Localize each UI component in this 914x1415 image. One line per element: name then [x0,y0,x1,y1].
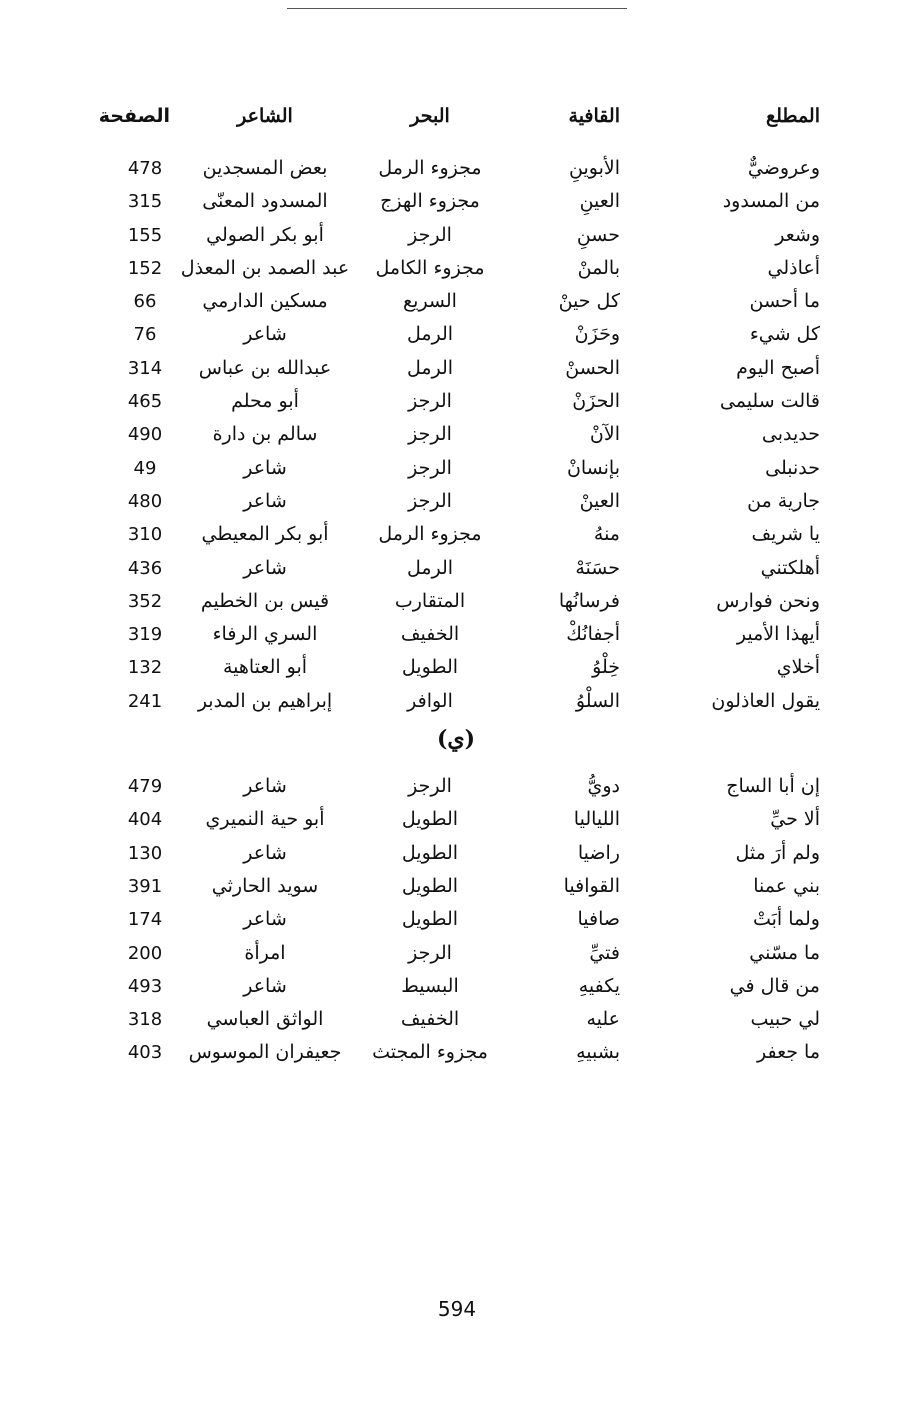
header-shaer: الشاعر [237,105,293,127]
cell-qafia: العينِ [579,190,620,213]
cell-matla: ألا حيِّ [770,808,820,831]
cell-shaer: شاعر [243,775,287,798]
cell-bahr: مجزوء الكامل [375,256,485,279]
cell-matla: حدنبلى [765,456,820,479]
cell-bahr: الرجز [408,941,452,964]
cell-page: 352 [127,590,163,612]
cell-bahr: الطويل [401,841,459,864]
cell-bahr: الرجز [408,489,452,512]
cell-matla: أصبح اليوم [736,356,820,379]
cell-qafia: العينْ [579,489,620,512]
cell-page: 314 [127,357,163,379]
cell-page: 479 [127,776,163,798]
table-row [60,485,820,518]
cell-qafia: فرسانُها [558,589,620,612]
cell-shaer: السري الرفاء [212,623,318,646]
cell-matla: ما جعفر [756,1041,820,1064]
table-row [60,418,820,451]
cell-matla: قالت سليمى [719,390,820,413]
cell-qafia: حسَنَهْ [575,556,620,579]
table-row [60,803,820,836]
top-rule [287,8,627,9]
cell-shaer: شاعر [243,841,287,864]
section-label: (ي) [436,726,475,753]
cell-page: 478 [127,158,163,179]
cell-matla: وعروضيٌّ [747,157,820,179]
table-row [60,770,820,803]
cell-qafia: الآنْ [589,423,620,446]
cell-qafia: فتيِّ [589,941,620,964]
table-row [60,903,820,936]
table-row [60,252,820,285]
table-header [60,100,820,140]
cell-matla: لي حبيب [750,1008,820,1031]
cell-shaer: أبو حية النميري [205,808,325,831]
cell-matla: حديدبى [761,423,820,446]
cell-shaer: شاعر [243,456,287,479]
cell-bahr: الرمل [406,556,454,579]
cell-bahr: الرجز [408,423,452,446]
cell-bahr: الطويل [401,656,459,679]
cell-page: 403 [127,1042,163,1064]
table-row [60,685,820,718]
cell-bahr: الطويل [401,908,459,931]
cell-qafia: بشبيهِ [576,1041,620,1064]
cell-bahr: الرجز [408,456,452,479]
cell-shaer: الواثق العباسي [206,1008,324,1031]
cell-page: 132 [127,657,163,679]
cell-shaer: المسدود المعنّى [202,190,328,213]
cell-bahr: الرمل [406,323,454,346]
cell-shaer: امرأة [244,941,286,964]
cell-matla: يقول العاذلون [711,689,820,712]
table-row [60,1036,820,1069]
table-row [60,152,820,185]
cell-shaer: مسكين الدارمي [202,290,328,313]
cell-bahr: الخفيف [400,623,460,646]
page-number: 594 [437,1297,477,1321]
table-row [60,651,820,684]
table-row [60,518,820,551]
cell-page: 49 [133,457,157,479]
cell-qafia: منهُ [593,523,620,546]
cell-qafia: الحزَنْ [572,390,620,413]
cell-bahr: الرجز [408,390,452,413]
cell-shaer: عبد الصمد بن المعذل [180,256,350,279]
cell-page: 130 [127,842,163,864]
cell-page: 310 [127,524,163,546]
cell-bahr: البسيط [401,974,459,997]
cell-matla: من المسدود [722,190,820,213]
table-row [60,452,820,485]
cell-shaer: قيس بن الخطيم [200,589,330,612]
cell-qafia: القوافيا [563,874,620,897]
cell-page: 241 [127,690,163,712]
cell-page: 436 [127,557,163,579]
table-row [60,385,820,418]
cell-matla: يا شريف [751,523,820,546]
cell-qafia: اللياليا [573,808,620,831]
cell-bahr: مجزوء الرمل [378,157,482,179]
table-row [60,870,820,903]
cell-page: 493 [127,975,163,997]
cell-qafia: بالمنْ [577,256,620,279]
cell-matla: إن أبا الساج [726,775,820,798]
cell-bahr: السريع [403,290,457,313]
cell-shaer: سالم بن دارة [212,423,318,446]
cell-qafia: يكفيهِ [578,974,620,997]
cell-page: 480 [127,490,163,512]
cell-bahr: مجزوء الهزج [380,190,480,213]
cell-shaer: شاعر [243,323,287,346]
cell-qafia: بإنسانْ [566,456,620,479]
cell-page: 404 [127,809,163,831]
cell-qafia: صافيا [577,908,620,931]
cell-bahr: الطويل [401,808,459,831]
cell-bahr: الرمل [406,356,454,379]
cell-page: 152 [127,257,163,279]
cell-matla: وشعر [775,223,820,246]
rows-group-1 [60,152,820,718]
cell-shaer: أبو بكر الصولي [206,223,324,246]
header-bahr: البحر [410,105,450,127]
cell-shaer: أبو محلم [231,390,299,413]
cell-page: 174 [127,909,163,931]
cell-page: 391 [127,875,163,897]
cell-shaer: عبدالله بن عباس [198,356,332,379]
table-row [60,837,820,870]
cell-shaer: شاعر [243,974,287,997]
cell-shaer: بعض المسجدين [202,157,328,179]
cell-qafia: وحَزَنْ [574,323,620,346]
cell-matla: بني عمنا [753,874,820,897]
cell-shaer: جعيفران الموسوس [188,1041,342,1064]
cell-bahr: الرجز [408,775,452,798]
cell-matla: ما مسّني [749,941,820,964]
table-row [60,970,820,1003]
table-row [60,352,820,385]
table-row [60,585,820,618]
cell-qafia: دويُّ [587,775,620,798]
cell-bahr: المتقارب [394,589,466,612]
table-row [60,552,820,585]
table-row [60,285,820,318]
cell-shaer: إبراهيم بن المدبر [197,689,333,712]
cell-qafia: الحسنْ [565,356,620,379]
cell-shaer: سويد الحارثي [211,874,319,897]
cell-shaer: شاعر [243,556,287,579]
cell-shaer: أبو بكر المعيطي [201,523,329,546]
cell-page: 155 [127,224,163,246]
cell-shaer: شاعر [243,489,287,512]
cell-matla: ولم أرَ مثل [735,841,820,864]
cell-matla: من قال في [729,974,820,997]
header-page: الصفحة [98,105,170,127]
cell-qafia: أجفانُكْ [566,623,620,646]
cell-qafia: عليه [586,1008,620,1031]
cell-qafia: خِلْوُ [592,656,620,679]
table-row [60,219,820,252]
rows-group-2 [60,770,820,1070]
cell-matla: جارية من [747,489,820,512]
cell-matla: كل شيء [749,323,820,346]
table-row [60,618,820,651]
cell-page: 490 [127,424,163,446]
table-row [60,185,820,218]
cell-page: 465 [127,391,163,413]
cell-matla: ولما أبَتْ [752,908,820,931]
cell-matla: أيهذا الأمير [736,623,820,646]
table-row [60,937,820,970]
section-row [60,718,820,770]
table-row [60,318,820,351]
cell-bahr: الوافر [407,689,453,712]
cell-bahr: الطويل [401,874,459,897]
cell-qafia: كل حينْ [558,290,620,313]
cell-page: 200 [127,942,163,964]
cell-shaer: شاعر [243,908,287,931]
cell-qafia: حسنِ [576,223,620,246]
cell-matla: ونحن فوارس [716,589,820,612]
cell-matla: ما أحسن [749,290,820,313]
cell-page: 66 [133,291,157,313]
header-matla: المطلع [765,105,820,127]
cell-matla: أخلاي [776,656,820,679]
cell-bahr: مجزوء المجتث [372,1041,488,1064]
cell-qafia: راضيا [577,841,620,864]
cell-matla: أهلكتني [760,556,820,579]
cell-bahr: الخفيف [400,1008,460,1031]
cell-shaer: أبو العتاهية [222,656,308,679]
cell-qafia: السلْوُ [575,689,620,712]
cell-qafia: الأبوينِ [569,157,620,179]
header-qafia: القافية [568,105,620,127]
cell-page: 319 [127,624,163,646]
table-row [60,1003,820,1036]
cell-bahr: مجزوء الرمل [378,523,482,546]
index-table [60,100,820,1070]
cell-matla: أعاذلي [767,256,820,279]
cell-page: 315 [127,191,163,213]
cell-page: 76 [133,324,157,346]
cell-bahr: الرجز [408,223,452,246]
cell-page: 318 [127,1009,163,1031]
